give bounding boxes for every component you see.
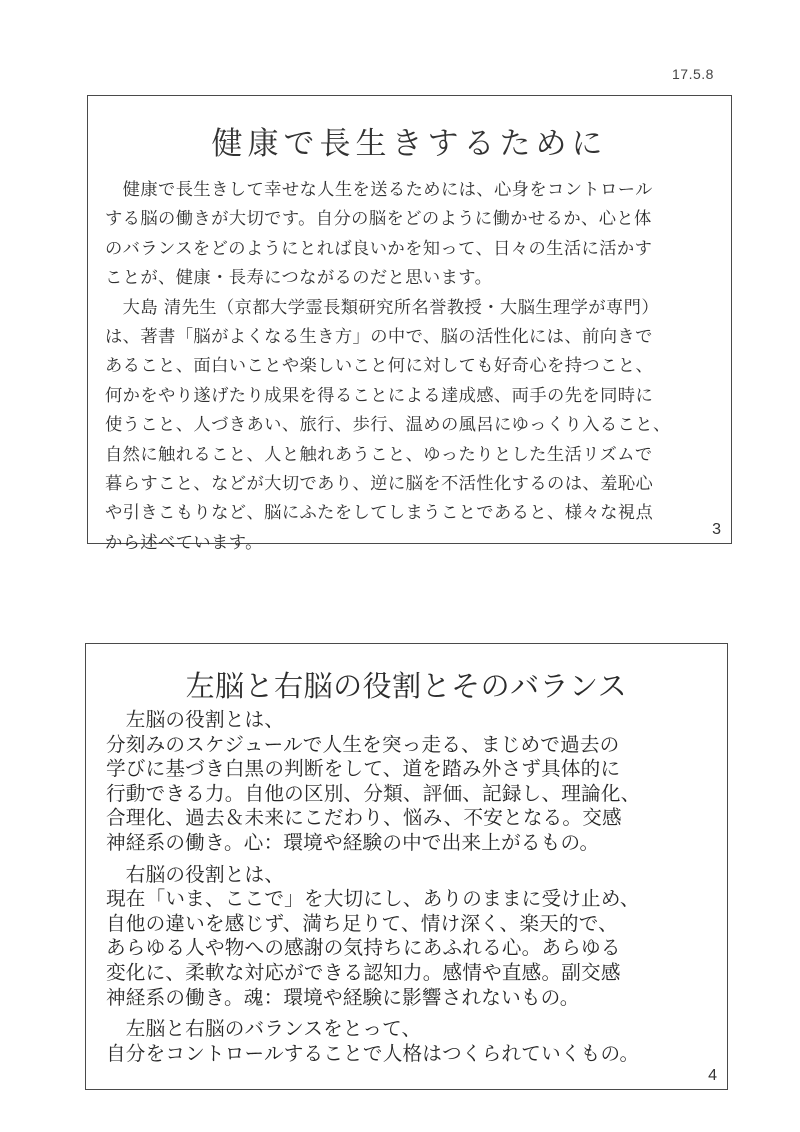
body-line: 行動できる力。自他の区別、分類、評価、記録し、理論化、 bbox=[106, 781, 641, 805]
body-line: や引きこもりなど、脳にふたをしてしまうことであると、様々な視点 bbox=[105, 503, 654, 524]
section-left-brain bbox=[106, 708, 718, 856]
slide-title: 健康で長生きするために bbox=[211, 126, 608, 162]
date-stamp: 17.5.8 bbox=[672, 66, 714, 82]
body-line: 神経系の働き。心：環境や経験の中で出来上がるもの。 bbox=[106, 830, 600, 854]
body-line: 神経系の働き。魂：環境や経験に影響されないもの。 bbox=[106, 985, 580, 1009]
slide-body bbox=[106, 708, 718, 1066]
body-line: 使うこと、人づきあい、旅行、歩行、温めの風呂にゆっくり入ること、 bbox=[105, 415, 671, 436]
spacer bbox=[106, 856, 718, 863]
body-line: のバランスをどのようにとれば良いかを知って、日々の生活に活かす bbox=[105, 238, 653, 259]
body-line: あらゆる人や物への感謝の気持ちにあふれる心。あらゆる bbox=[106, 936, 621, 960]
section-right-brain bbox=[106, 863, 718, 1011]
slide-health-longevity bbox=[87, 95, 732, 553]
section-heading: 左脳の役割とは、 bbox=[106, 708, 285, 731]
section-balance bbox=[106, 1017, 718, 1066]
page-number: 3 bbox=[712, 521, 721, 538]
spacer bbox=[106, 1010, 718, 1017]
body-line: は、著書「脳がよくなる生き方」の中で、脳の活性化には、前向きで bbox=[105, 327, 653, 348]
body-line: 健康で長生きして幸せな人生を送るためには、心身をコントロール bbox=[105, 180, 653, 200]
body-line: 学びに基づき白黒の判断をして、道を踏み外さず具体的に bbox=[106, 757, 621, 781]
body-line: 合理化、過去＆未来にこだわり、悩み、不安となる。交感 bbox=[106, 806, 622, 830]
body-line: 暮らすこと、などが大切であり、逆に脳を不活性化するのは、羞恥心 bbox=[105, 474, 654, 495]
section-heading: 左脳と右脳のバランスをとって、 bbox=[106, 1017, 422, 1041]
body-line: 自他の違いを感じず、満ち足りて、情け深く、楽天的で、 bbox=[106, 911, 618, 935]
body-line: 分刻みのスケジュールで人生を突っ走る、まじめで過去の bbox=[106, 732, 620, 756]
body-line: 自然に触れること、人と触れあうこと、ゆったりとした生活リズムで bbox=[105, 444, 653, 465]
body-line: ことが、健康・長寿につながるのだと思います。 bbox=[105, 268, 493, 289]
body-line: 何かをやり遂げたり成果を得ることによる達成感、両手の先を同時に bbox=[105, 385, 654, 406]
body-line: 現在「いま、ここで」を大切にし、ありのままに受け止め、 bbox=[106, 887, 640, 911]
body-line: 自分をコントロールすることで人格はつくられていくもの。 bbox=[106, 1041, 640, 1065]
body-line: 変化に、柔軟な対応ができる認知力。感情や直感。副交感 bbox=[106, 960, 621, 984]
section-heading: 右脳の役割とは、 bbox=[106, 862, 285, 886]
slide-body bbox=[105, 176, 725, 558]
body-line: 大島 清先生（京都大学霊長類研究所名誉教授・大脳生理学が専門） bbox=[105, 297, 660, 318]
body-line: から述べています。 bbox=[105, 532, 263, 553]
slide-title: 左脳と右脳の役割とそのバランス bbox=[185, 669, 628, 703]
body-line: する脳の働きが大切です。自分の脳をどのように働かせるか、心と体 bbox=[105, 209, 652, 230]
slide-left-right-brain bbox=[85, 643, 728, 1090]
page-number: 4 bbox=[708, 1067, 717, 1084]
body-line: あること、面白いことや楽しいこと何に対しても好奇心を持つこと、 bbox=[105, 356, 654, 377]
